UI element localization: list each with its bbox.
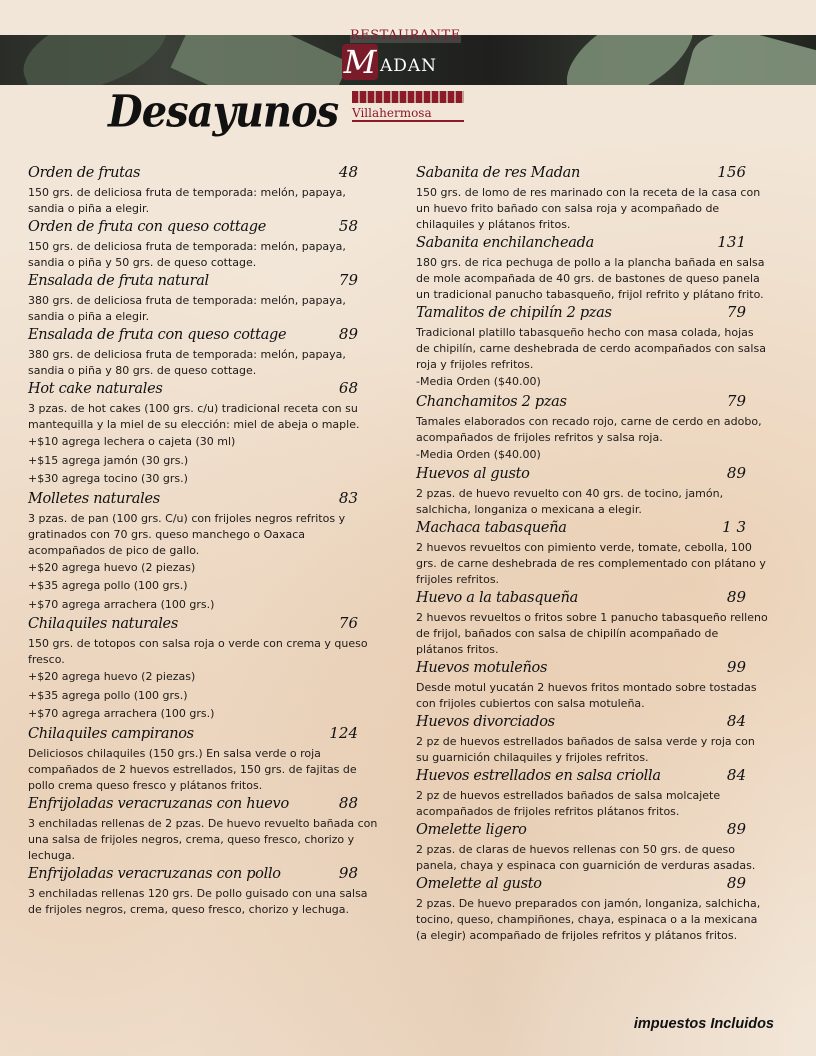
- menu-item-header: [28, 271, 380, 293]
- menu-item-extra: +$20 agrega huevo (2 piezas): [28, 560, 196, 574]
- menu-item-description: 3 enchiladas rellenas de 2 pzas. De huevo revuelto bañada con una salsa de frijoles negros, crema, queso fresco, chorizo y lechuga.: [28, 816, 378, 862]
- menu-item: [28, 271, 380, 325]
- menu-item-name: Ensalada de fruta natural: [28, 273, 209, 289]
- menu-item-price: 124: [329, 723, 358, 742]
- menu-item-description: 2 pz de huevos estrellados bañados de salsa verde y roja con su guarnición chilaquiles y frijoles refritos.: [416, 735, 755, 764]
- menu-item-price: 89: [726, 820, 746, 838]
- menu-item-extra: -Media Orden ($40.00): [416, 375, 541, 388]
- menu-item-header: [416, 392, 768, 414]
- menu-item-name: Hot cake naturales: [28, 381, 163, 397]
- menu-item-name: Molletes naturales: [28, 490, 160, 507]
- menu-item-price: 89: [726, 464, 746, 482]
- logo-restaurante: RESTAURANTE: [350, 28, 461, 43]
- logo-fence-ornament: [352, 91, 464, 103]
- menu-item-price: 89: [726, 588, 746, 606]
- menu-item-name: Tamalitos de chipilín 2 pzas: [416, 305, 612, 321]
- menu-item-price: 89: [726, 874, 746, 892]
- logo-monogram: M: [343, 43, 377, 81]
- menu-item-description: 380 grs. de deliciosa fruta de temporada: melón, papaya, sandia o piña y 80 grs. de queso cottage.: [28, 348, 346, 377]
- menu-item-header: [416, 658, 768, 680]
- menu-item-name: Enfrijoladas veracruzanas con pollo: [28, 865, 281, 882]
- menu-item: [416, 518, 768, 588]
- menu-item-price: 1 3: [722, 518, 746, 536]
- menu-item-name: Chilaquiles naturales: [28, 616, 178, 632]
- menu-item: [28, 163, 380, 217]
- menu-item-price: 79: [726, 303, 746, 321]
- menu-item-header: [416, 712, 768, 734]
- menu-item-price: 84: [726, 766, 746, 784]
- menu-item-header: [416, 303, 768, 325]
- menu-item: [28, 864, 380, 918]
- menu-item-extra: +$70 agrega arrachera (100 grs.): [28, 707, 215, 720]
- menu-item-header: [416, 464, 768, 486]
- menu-item-extra: +$15 agrega jamón (30 grs.): [28, 453, 189, 467]
- menu-item: [28, 614, 380, 724]
- menu-item-extra: +$35 agrega pollo (100 grs.): [28, 688, 188, 702]
- menu-item-name: Sabanita de res Madan: [416, 165, 581, 181]
- menu-column-left: [28, 163, 380, 918]
- menu-item-description: 150 grs. de lomo de res marinado con la receta de la casa con un huevo frito bañado con salsa roja y acompañado de chilaquiles y plátanos fritos.: [416, 186, 761, 231]
- menu-item: [416, 658, 768, 712]
- menu-item-header: [416, 874, 768, 896]
- menu-item-description: 3 pzas. de hot cakes (100 grs. c/u) tradicional receta con su mantequilla y la miel de su elección: miel de abeja o maple.: [28, 402, 360, 431]
- menu-item-header: [28, 794, 380, 816]
- menu-item: [28, 724, 380, 794]
- menu-item-price: 76: [338, 614, 358, 632]
- menu-item-name: Huevo a la tabasqueña: [416, 590, 578, 606]
- menu-item-price: 89: [338, 325, 358, 343]
- menu-item-description: 150 grs. de deliciosa fruta de temporada: melón, papaya, sandia o piña a elegir.: [28, 186, 346, 215]
- menu-item-header: [28, 864, 380, 886]
- logo-city: Villahermosa: [352, 106, 464, 122]
- menu-item: [416, 874, 768, 944]
- menu-item-header: [28, 724, 380, 746]
- menu-item-description: 3 pzas. de pan (100 grs. C/u) con frijoles negros refritos y gratinados con 70 grs. queso manchego o Oaxaca acompañados de pico de gallo.: [28, 511, 346, 557]
- menu-item-description: 2 huevos revueltos o fritos sobre 1 panucho tabasqueño relleno de frijol, bañados con salsa de chipilín acompañado de plátanos fritos.: [416, 611, 768, 656]
- menu-item-name: Huevos al gusto: [416, 466, 530, 482]
- menu-column-right: [416, 163, 768, 944]
- menu-item-name: Machaca tabasqueña: [416, 520, 567, 536]
- menu-item-name: Huevos motuleños: [416, 660, 548, 676]
- menu-item-description: 2 pzas. de claras de huevos rellenas con 50 grs. de queso panela, chaya y espinaca con guarnición de verduras asadas.: [416, 843, 756, 872]
- taxes-note: impuestos Incluidos: [633, 1016, 774, 1032]
- menu-item-price: 58: [338, 217, 358, 235]
- menu-item: [28, 489, 380, 615]
- menu-item-name: Sabanita enchilancheada: [416, 235, 594, 251]
- menu-item-price: 79: [726, 391, 746, 410]
- menu-item-name: Huevos divorciados: [416, 714, 555, 730]
- menu-item-price: 99: [726, 658, 746, 676]
- menu-item: [28, 325, 380, 379]
- menu-item: [28, 217, 380, 271]
- menu-item-price: 68: [338, 379, 358, 397]
- menu-item: [416, 712, 768, 766]
- menu-item-name: Huevos estrellados en salsa criolla: [416, 768, 661, 784]
- menu-item-name: Orden de frutas: [28, 165, 141, 181]
- menu-item-price: 84: [726, 712, 746, 730]
- menu-item-header: [28, 163, 380, 185]
- leaf-decoration: [683, 35, 816, 85]
- menu-item-header: [416, 163, 768, 185]
- menu-item: [416, 766, 768, 820]
- menu-item-description: Tradicional platillo tabasqueño hecho con masa colada, hojas de chipilín, carne deshebrada de cerdo acompañados con salsa roja y frijoles refritos.: [416, 326, 766, 371]
- menu-item-description: 2 huevos revueltos con pimiento verde, tomate, cebolla, 100 grs. de carne deshebrada de res complementado con plátano y frijoles refritos.: [416, 541, 766, 586]
- menu-item-price: 131: [717, 233, 746, 251]
- menu-item: [416, 392, 768, 465]
- menu-item-extra: -Media Orden ($40.00): [416, 447, 541, 461]
- menu-item-price: 156: [717, 163, 746, 181]
- menu-item: [416, 588, 768, 658]
- menu-item-description: 150 grs. de deliciosa fruta de temporada: melón, papaya, sandia o piña y 50 grs. de queso cottage.: [28, 240, 346, 269]
- menu-item: [416, 464, 768, 518]
- page-title: Desayunos: [108, 85, 339, 138]
- menu-item-header: [28, 489, 380, 511]
- menu-item-header: [416, 820, 768, 842]
- menu-item-name: Omelette al gusto: [416, 876, 542, 892]
- menu-item: [416, 303, 768, 392]
- menu-item-extra: +$35 agrega pollo (100 grs.): [28, 579, 188, 592]
- menu-item-header: [28, 379, 380, 401]
- menu-item-price: 98: [338, 863, 358, 882]
- menu-item-extra: +$70 agrega arrachera (100 grs.): [28, 597, 215, 611]
- menu-item-extra: +$10 agrega lechera o cajeta (30 ml): [28, 435, 236, 448]
- logo-name: ADAN: [380, 56, 438, 76]
- leaf-decoration: [171, 35, 350, 85]
- menu-item: [416, 233, 768, 303]
- menu-item-name: Chanchamitos 2 pzas: [416, 393, 567, 410]
- menu-item: [416, 163, 768, 233]
- menu-item-name: Omelette ligero: [416, 822, 527, 838]
- menu-item-description: 180 grs. de rica pechuga de pollo a la plancha bañada en salsa de mole acompañada de 40 grs. de bastones de queso panela un tradicional panucho tabasqueño, frijol refrito y plátano frito.: [416, 256, 765, 301]
- menu-item: [28, 794, 380, 864]
- menu-item-description: Desde motul yucatán 2 huevos fritos montado sobre tostadas con frijoles cubiertos con salsa motuleña.: [416, 681, 757, 710]
- menu-item-name: Enfrijoladas veracruzanas con huevo: [28, 795, 289, 812]
- menu-item-header: [416, 766, 768, 788]
- menu-item-description: 2 pzas. De huevo preparados con jamón, longaniza, salchicha, tocino, queso, champiñones, chaya, espinaca o a la mexicana (a elegir) acompañado de frijoles refritos y plátanos fritos.: [416, 897, 761, 942]
- menu-item-price: 88: [338, 793, 358, 812]
- menu-item-header: [416, 588, 768, 610]
- menu-item-extra: +$30 agrega tocino (30 grs.): [28, 472, 188, 485]
- restaurant-logo: [340, 28, 470, 128]
- menu-item-header: [28, 217, 380, 239]
- menu-item: [28, 379, 380, 489]
- menu-item-description: 2 pzas. de huevo revuelto con 40 grs. de tocino, jamón, salchicha, longaniza o mexicana a elegir.: [416, 487, 724, 516]
- menu-item-name: Chilaquiles campiranos: [28, 725, 194, 742]
- menu-item-name: Ensalada de fruta con queso cottage: [28, 327, 287, 343]
- menu-item-description: Tamales elaborados con recado rojo, carne de cerdo en adobo, acompañados de frijoles refritos y salsa roja.: [416, 414, 762, 444]
- menu-item-price: 83: [338, 488, 358, 507]
- menu-item-description: 3 enchiladas rellenas 120 grs. De pollo guisado con una salsa de frijoles negros, crema, queso fresco, chorizo y lechuga.: [28, 886, 368, 916]
- menu-item-extra: +$20 agrega huevo (2 piezas): [28, 670, 196, 683]
- menu-item-header: [416, 518, 768, 540]
- leaf-decoration: [13, 35, 178, 85]
- menu-item-header: [28, 325, 380, 347]
- menu-item-price: 48: [338, 163, 358, 181]
- menu-item-price: 79: [338, 271, 358, 289]
- menu-item-description: 2 pz de huevos estrellados bañados de salsa molcajete acompañados de frijoles refritos plátanos fritos.: [416, 789, 721, 818]
- menu-item-header: [28, 614, 380, 636]
- menu-item-description: Deliciosos chilaquiles (150 grs.) En salsa verde o roja compañados de 2 huevos estrellados, 150 grs. de fajitas de pollo crema queso fresco y plátanos fritos.: [28, 746, 357, 792]
- menu-item: [416, 820, 768, 874]
- menu-item-description: 150 grs. de totopos con salsa roja o verde con crema y queso fresco.: [28, 637, 368, 666]
- menu-item-header: [416, 233, 768, 255]
- menu-item-name: Orden de fruta con queso cottage: [28, 219, 267, 235]
- menu-item-description: 380 grs. de deliciosa fruta de temporada: melón, papaya, sandia o piña a elegir.: [28, 294, 346, 323]
